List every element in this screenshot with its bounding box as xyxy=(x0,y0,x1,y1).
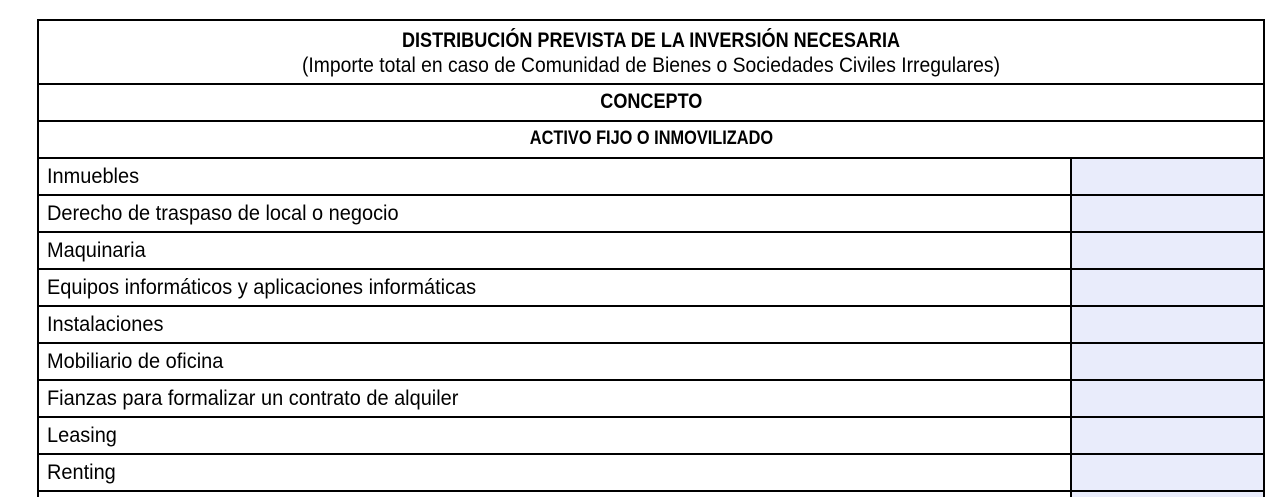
section-header xyxy=(39,122,1263,159)
table-row xyxy=(39,159,1263,196)
table-title: DISTRIBUCIÓN PREVISTA DE LA INVERSIÓN NECESARIA xyxy=(401,29,901,52)
row-label-traspaso: Derecho de traspaso de local o negocio xyxy=(47,202,399,225)
row-label-maquinaria: Maquinaria xyxy=(47,239,146,262)
amount-input-inmuebles[interactable] xyxy=(1070,159,1263,194)
table-subtitle: (Importe total en caso de Comunidad de Bienes o Sociedades Civiles Irregulares) xyxy=(301,54,1001,77)
section-header-label: ACTIVO FIJO O INMOVILIZADO xyxy=(529,128,773,149)
amount-input-equipos[interactable] xyxy=(1070,270,1263,305)
amount-input-traspaso[interactable] xyxy=(1070,196,1263,231)
table-row-partial xyxy=(39,492,1263,497)
amount-input-partial[interactable] xyxy=(1070,492,1263,497)
amount-input-renting[interactable] xyxy=(1070,455,1263,490)
amount-input-leasing[interactable] xyxy=(1070,418,1263,453)
row-label-equipos: Equipos informáticos y aplicaciones informáticas xyxy=(47,276,477,299)
row-label-renting: Renting xyxy=(47,461,116,484)
table-row xyxy=(39,307,1263,344)
table-row xyxy=(39,455,1263,492)
row-label-leasing: Leasing xyxy=(47,424,117,447)
table-title-block xyxy=(39,21,1263,85)
row-label-mobiliario: Mobiliario de oficina xyxy=(47,350,224,373)
table-row xyxy=(39,418,1263,455)
concept-header xyxy=(39,85,1263,122)
amount-input-fianzas[interactable] xyxy=(1070,381,1263,416)
row-label-fianzas: Fianzas para formalizar un contrato de alquiler xyxy=(47,387,459,410)
amount-input-maquinaria[interactable] xyxy=(1070,233,1263,268)
row-label-instalaciones: Instalaciones xyxy=(47,313,164,336)
amount-input-mobiliario[interactable] xyxy=(1070,344,1263,379)
table-row xyxy=(39,344,1263,381)
table-row xyxy=(39,381,1263,418)
investment-distribution-table xyxy=(37,19,1265,497)
amount-input-instalaciones[interactable] xyxy=(1070,307,1263,342)
concept-header-label: CONCEPTO xyxy=(599,90,703,113)
row-label-inmuebles: Inmuebles xyxy=(47,165,140,188)
table-row xyxy=(39,270,1263,307)
table-row xyxy=(39,233,1263,270)
table-row xyxy=(39,196,1263,233)
